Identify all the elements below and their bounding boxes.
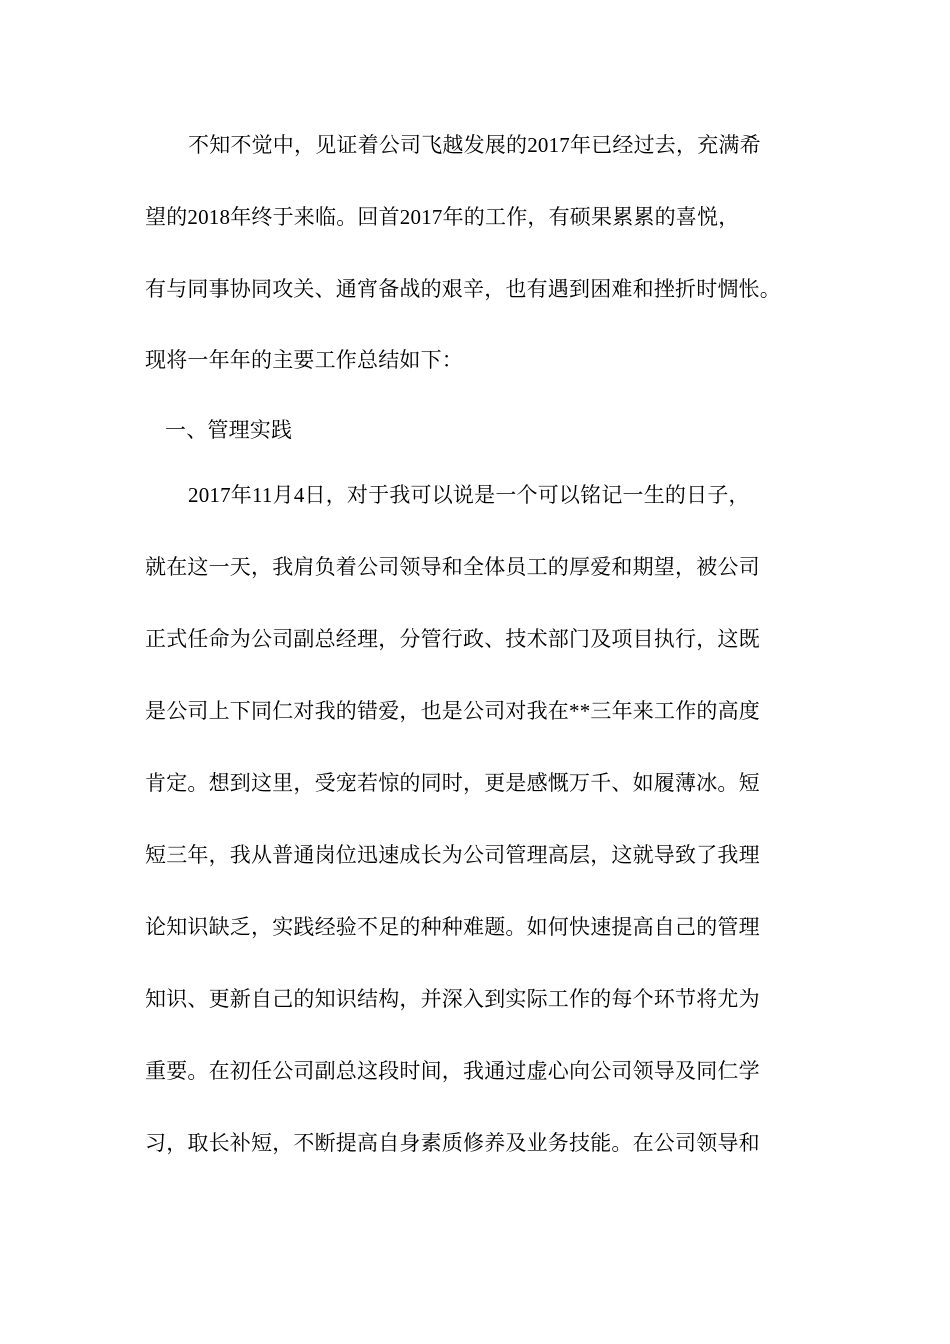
paragraph-2-line-2: 就在这一天，我肩负着公司领导和全体员工的厚爱和期望，被公司 [145, 555, 760, 579]
paragraph-2-line-6: 短三年，我从普通岗位迅速成长为公司管理高层，这就导致了我理 [145, 843, 760, 867]
paragraph-2-line-1: 2017年11月4日，对于我可以说是一个可以铭记一生的日子， [188, 483, 750, 507]
paragraph-2-line-5: 肯定。想到这里，受宠若惊的同时，更是感慨万千、如履薄冰。短 [145, 771, 760, 795]
paragraph-1-line-4: 现将一年年的主要工作总结如下： [145, 348, 463, 372]
paragraph-2-line-3: 正式任命为公司副总经理，分管行政、技术部门及项目执行，这既 [145, 627, 760, 651]
section-heading: 一、管理实践 [165, 418, 293, 442]
paragraph-1-line-2: 望的2018年终于来临。回首2017年的工作，有硕果累累的喜悦， [145, 205, 740, 229]
paragraph-2-line-9: 重要。在初任公司副总这段时间，我通过虚心向公司领导及同仁学 [145, 1059, 760, 1083]
paragraph-2-line-10: 习，取长补短，不断提高自身素质修养及业务技能。在公司领导和 [145, 1131, 760, 1155]
paragraph-2-line-7: 论知识缺乏，实践经验不足的种种难题。如何快速提高自己的管理 [145, 915, 760, 939]
paragraph-2-line-4: 是公司上下同仁对我的错爱，也是公司对我在**三年来工作的高度 [145, 699, 760, 723]
paragraph-2-line-8: 知识、更新自己的知识结构，并深入到实际工作的每个环节将尤为 [145, 987, 760, 1011]
paragraph-1-line-1: 不知不觉中，见证着公司飞越发展的2017年已经过去，充满希 [188, 133, 761, 157]
paragraph-1-line-3: 有与同事协同攻关、通宵备战的艰辛，也有遇到困难和挫折时惆怅。 [145, 277, 781, 301]
